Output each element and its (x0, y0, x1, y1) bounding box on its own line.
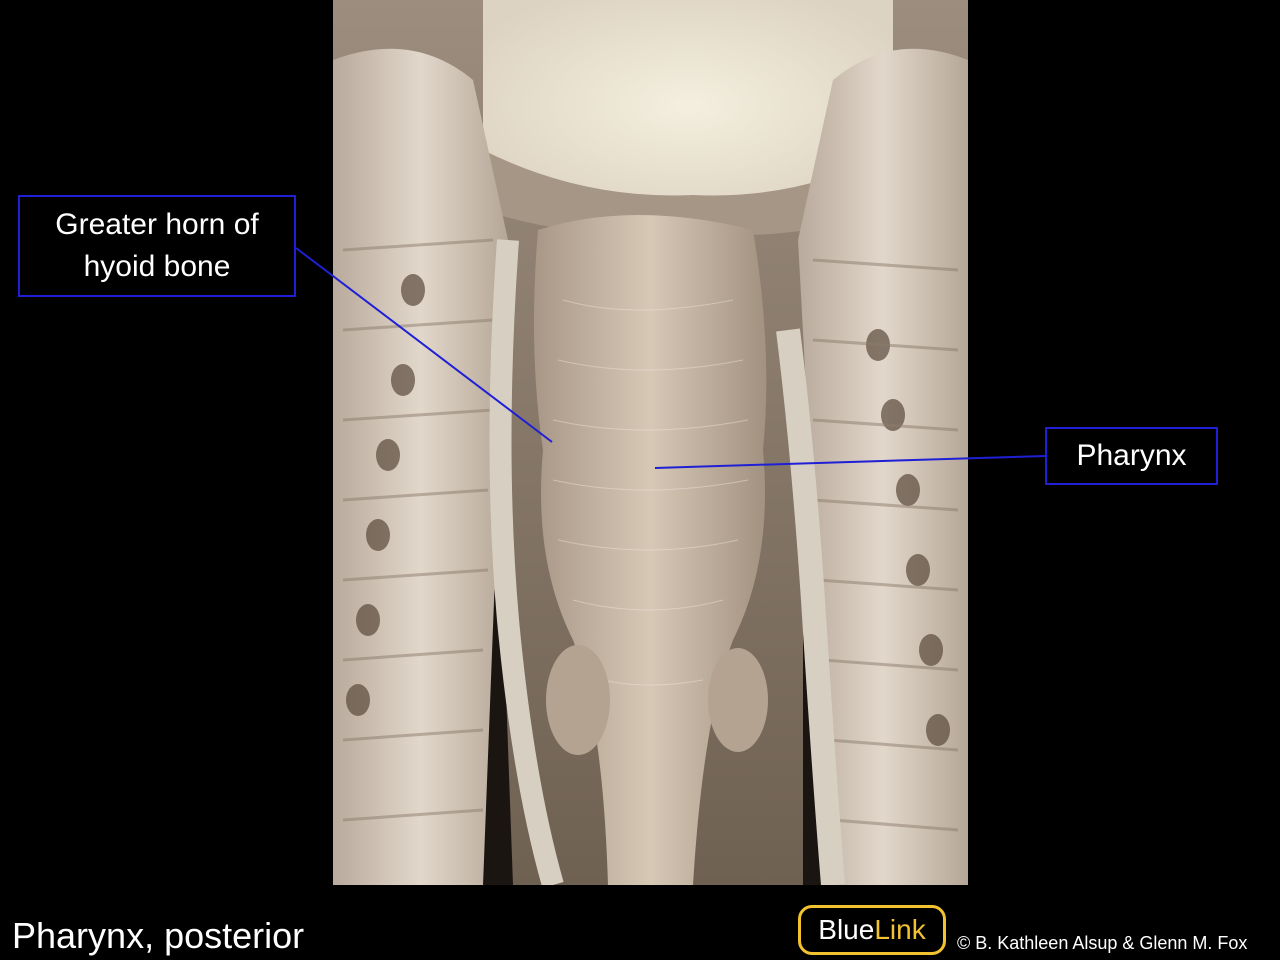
dissection-photo-illustration (333, 0, 968, 885)
greater-horn-hyoid-label-line2: hyoid bone (83, 250, 231, 283)
logo-text-blue: Blue (818, 914, 875, 945)
logo-text-link: Link (874, 914, 926, 945)
greater-horn-hyoid-label-line1: Greater horn of (55, 208, 259, 241)
slide-caption: Pharynx, posterior (12, 915, 305, 956)
greater-horn-hyoid-label (18, 195, 296, 297)
dissection-photo (333, 0, 968, 885)
copyright-notice: © B. Kathleen Alsup & Glenn M. Fox (957, 933, 1248, 953)
bluelink-logo (798, 905, 946, 955)
pharynx-label-text: Pharynx (1076, 439, 1187, 472)
pharynx-label (1045, 427, 1218, 485)
